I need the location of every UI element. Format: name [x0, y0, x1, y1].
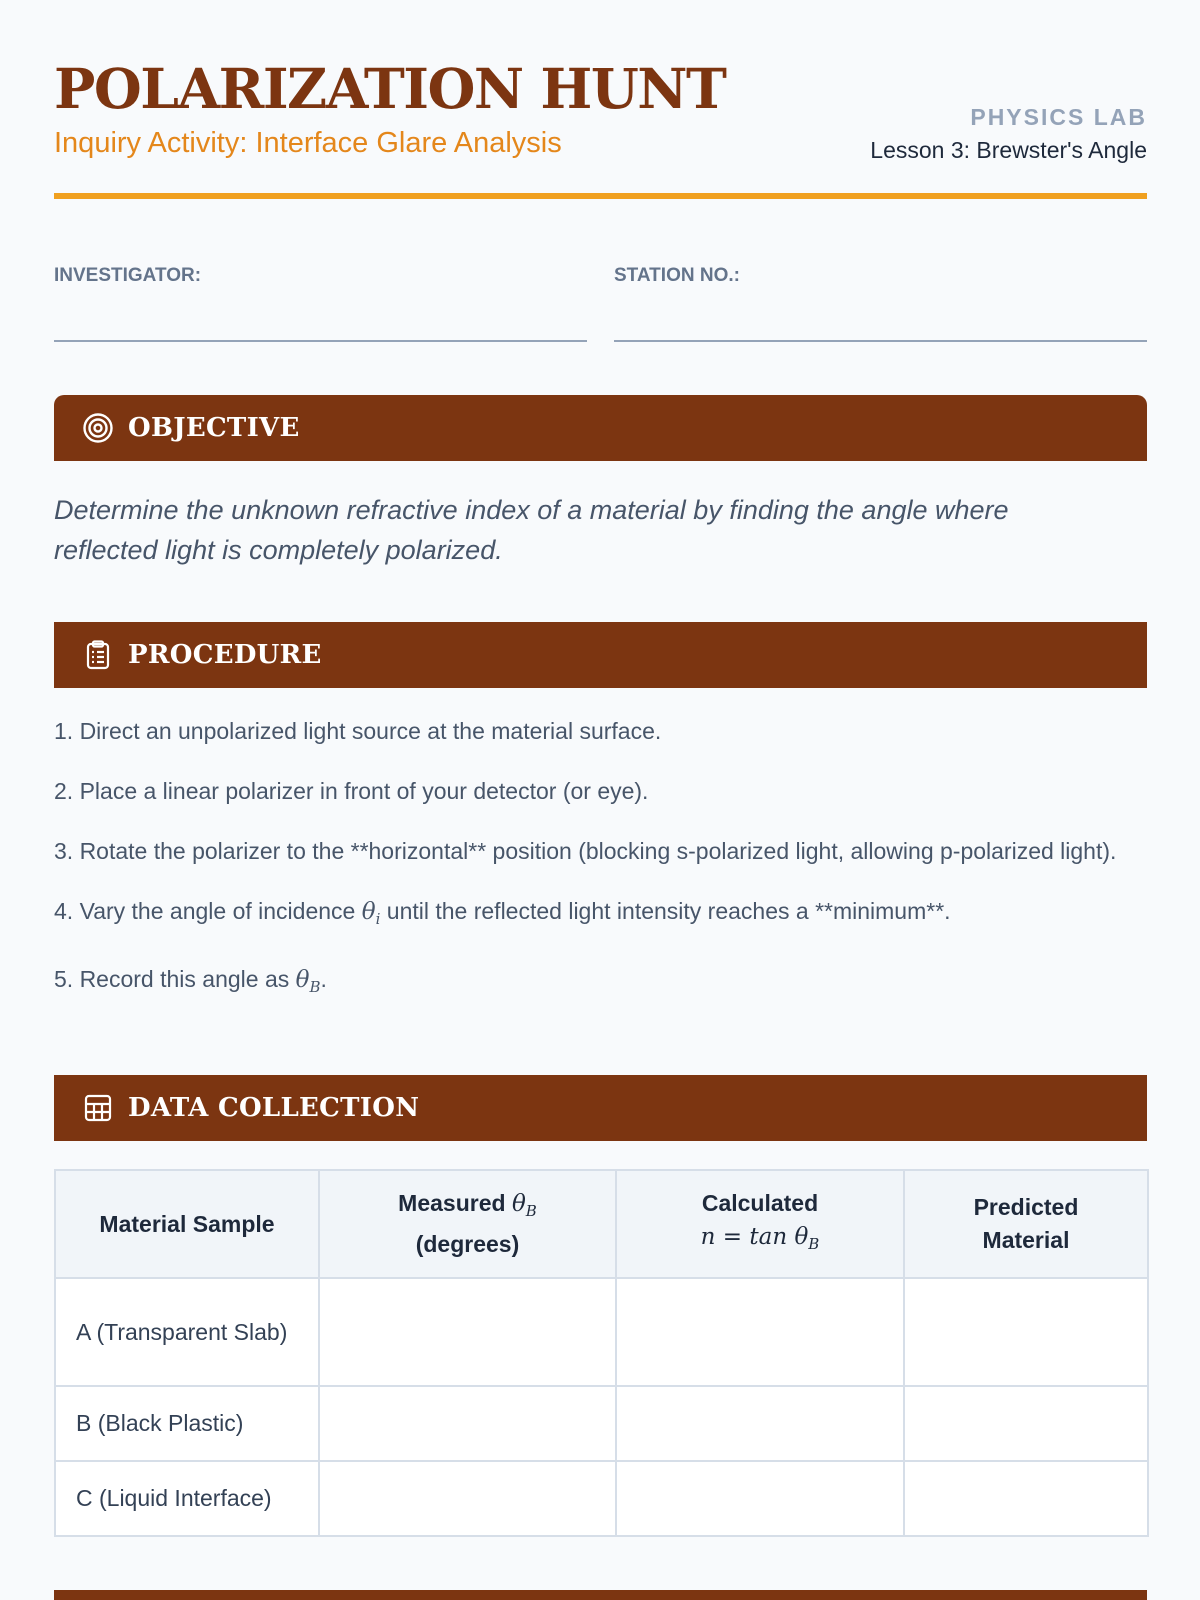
worksheet-header [54, 0, 1147, 200]
step-5-text-before: 5. Record this angle as [54, 966, 296, 992]
material-sample-cell: B (Black Plastic) [55, 1386, 319, 1461]
investigator-field[interactable] [54, 262, 587, 342]
calculated-index-input-cell[interactable] [616, 1278, 904, 1386]
station-label: STATION NO.: [614, 265, 740, 286]
column-header-text: Measured [398, 1190, 512, 1216]
column-header-text: Material Sample [99, 1210, 275, 1237]
formula [700, 1224, 820, 1253]
theta-subscript: B [309, 978, 321, 996]
theta-subscript: i [375, 910, 381, 928]
theta-subscript: B [525, 1202, 537, 1220]
objective-text: Determine the unknown refractive index of a material by finding the angle where reflected light is completely polarized. [54, 495, 1009, 565]
lesson-label: Lesson 3: Brewster's Angle [870, 137, 1147, 163]
measured-angle-input-cell[interactable] [319, 1461, 616, 1536]
step-4-text-before: 4. Vary the angle of incidence [54, 898, 362, 924]
measured-angle-input-cell[interactable] [319, 1278, 616, 1386]
objective-header [54, 395, 1147, 461]
theta-b-symbol [295, 967, 321, 996]
data-collection-heading: DATA COLLECTION [128, 1093, 420, 1123]
procedure-step-5 [54, 963, 1147, 1004]
next-section-header [54, 1590, 1147, 1600]
procedure-steps [54, 715, 1147, 1031]
target-icon [82, 412, 114, 444]
calculated-index-input-cell[interactable] [616, 1386, 904, 1461]
investigator-label: INVESTIGATOR: [54, 265, 202, 286]
theta-i-symbol [361, 899, 381, 928]
column-header-measured-angle [319, 1170, 616, 1278]
column-header-text: Material [982, 1227, 1070, 1253]
table-header-row [55, 1170, 1148, 1278]
material-sample-cell: C (Liquid Interface) [55, 1461, 319, 1536]
table-row [55, 1278, 1148, 1386]
predicted-material-input-cell[interactable] [904, 1461, 1148, 1536]
formula-subscript: B [808, 1235, 820, 1253]
theta-b-symbol [511, 1191, 537, 1220]
material-sample-cell: A (Transparent Slab) [55, 1278, 319, 1386]
procedure-step-4 [54, 895, 1147, 936]
course-label: PHYSICS LAB [970, 104, 1147, 130]
formula-text: n = tan θ [700, 1224, 809, 1250]
worksheet-subtitle: Inquiry Activity: Interface Glare Analysis [54, 127, 562, 159]
data-collection-header [54, 1075, 1147, 1141]
table-icon [82, 1092, 114, 1124]
step-4-text-after: until the reflected light intensity reaches a **minimum**. [380, 898, 951, 924]
procedure-header [54, 622, 1147, 688]
theta-symbol: θ [511, 1191, 526, 1217]
table-row [55, 1461, 1148, 1536]
station-input-line[interactable] [614, 340, 1147, 342]
column-header-calculated-index [616, 1170, 904, 1278]
predicted-material-input-cell[interactable] [904, 1386, 1148, 1461]
worksheet-title: POLARIZATION HUNT [54, 56, 726, 121]
procedure-step-2: 2. Place a linear polarizer in front of your detector (or eye). [54, 778, 649, 804]
procedure-step-1: 1. Direct an unpolarized light source at the material surface. [54, 718, 662, 744]
column-header-material-sample [55, 1170, 319, 1278]
theta-symbol: θ [295, 967, 310, 993]
student-info-fields [54, 262, 1147, 342]
investigator-input-line[interactable] [54, 340, 587, 342]
table-row [55, 1386, 1148, 1461]
header-divider [54, 193, 1147, 199]
calculated-index-input-cell[interactable] [616, 1461, 904, 1536]
station-field[interactable] [614, 262, 1147, 342]
data-table [54, 1169, 1149, 1537]
objective-heading: OBJECTIVE [128, 413, 300, 443]
column-header-text: Predicted [973, 1194, 1079, 1220]
theta-symbol: θ [361, 899, 376, 925]
clipboard-icon [82, 639, 114, 671]
procedure-step-3: 3. Rotate the polarizer to the **horizontal** position (blocking s-polarized light, allowing p-polarized light). [54, 838, 1117, 864]
column-header-predicted-material [904, 1170, 1148, 1278]
column-header-unit: (degrees) [415, 1231, 520, 1257]
procedure-heading: PROCEDURE [128, 640, 322, 670]
predicted-material-input-cell[interactable] [904, 1278, 1148, 1386]
step-5-text-after: . [320, 966, 327, 992]
measured-angle-input-cell[interactable] [319, 1386, 616, 1461]
column-header-text: Calculated [701, 1190, 819, 1216]
